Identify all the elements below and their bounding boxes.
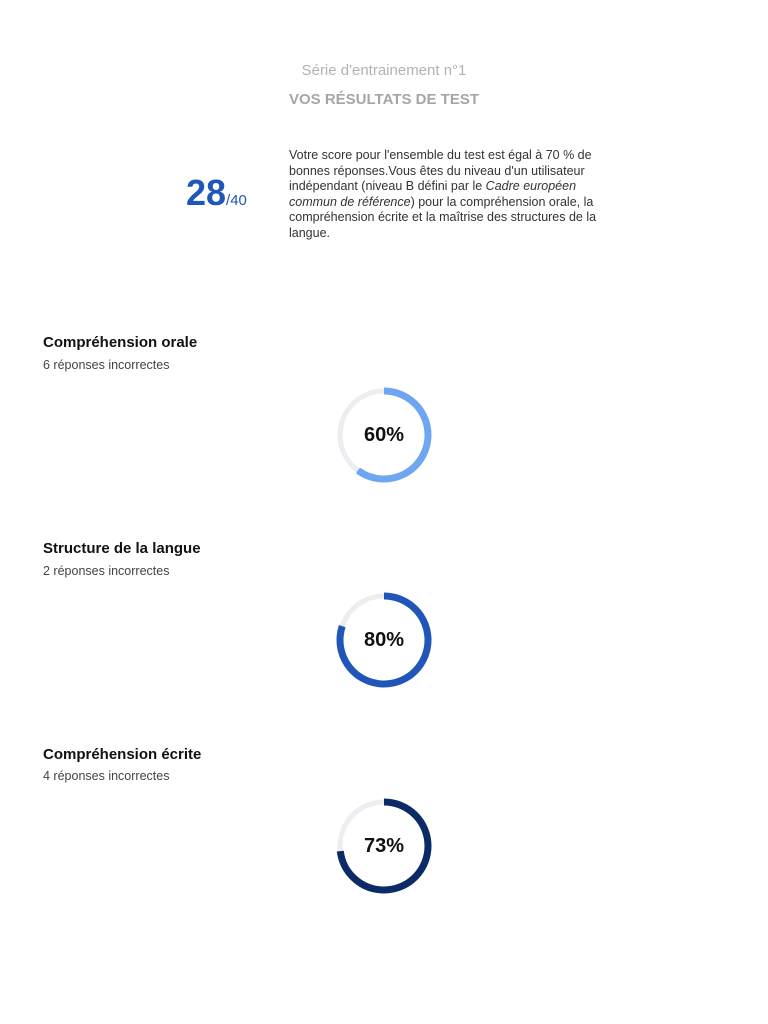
section-title-written: Compréhension écrite [43, 746, 202, 763]
score-total: /40 [226, 192, 247, 209]
donut-chart-structure [334, 590, 434, 690]
donut-percent-label: 80% [363, 629, 405, 651]
series-title: Série d'entrainement n°1 [301, 62, 467, 79]
section-subtitle-structure: 2 réponses incorrectes [43, 564, 170, 578]
page-title: VOS RÉSULTATS DE TEST [288, 91, 479, 108]
total-score [186, 172, 247, 214]
donut-percent-label: 60% [363, 424, 405, 446]
summary-text-end: ) pour la compréhension orale, la compréhension écrite et la maîtrise des structures de la langue. [289, 194, 597, 240]
score-value: 28 [186, 172, 227, 213]
score-summary [289, 148, 601, 241]
section-title-structure: Structure de la langue [43, 540, 201, 557]
donut-percent-label: 73% [363, 835, 405, 857]
summary-framework-name: Cadre européen commun de référence [289, 179, 577, 209]
section-subtitle-written: 4 réponses incorrectes [43, 769, 170, 783]
section-subtitle-oral: 6 réponses incorrectes [43, 358, 170, 372]
section-title-oral: Compréhension orale [43, 334, 198, 351]
donut-chart-oral [334, 385, 434, 485]
donut-chart-written [334, 796, 434, 896]
summary-text-start: Votre score pour l'ensemble du test est égal à 70 % de bonnes réponses.Vous êtes du niveau d'un utilisateur indépendant (niveau B défini par le [289, 148, 592, 193]
